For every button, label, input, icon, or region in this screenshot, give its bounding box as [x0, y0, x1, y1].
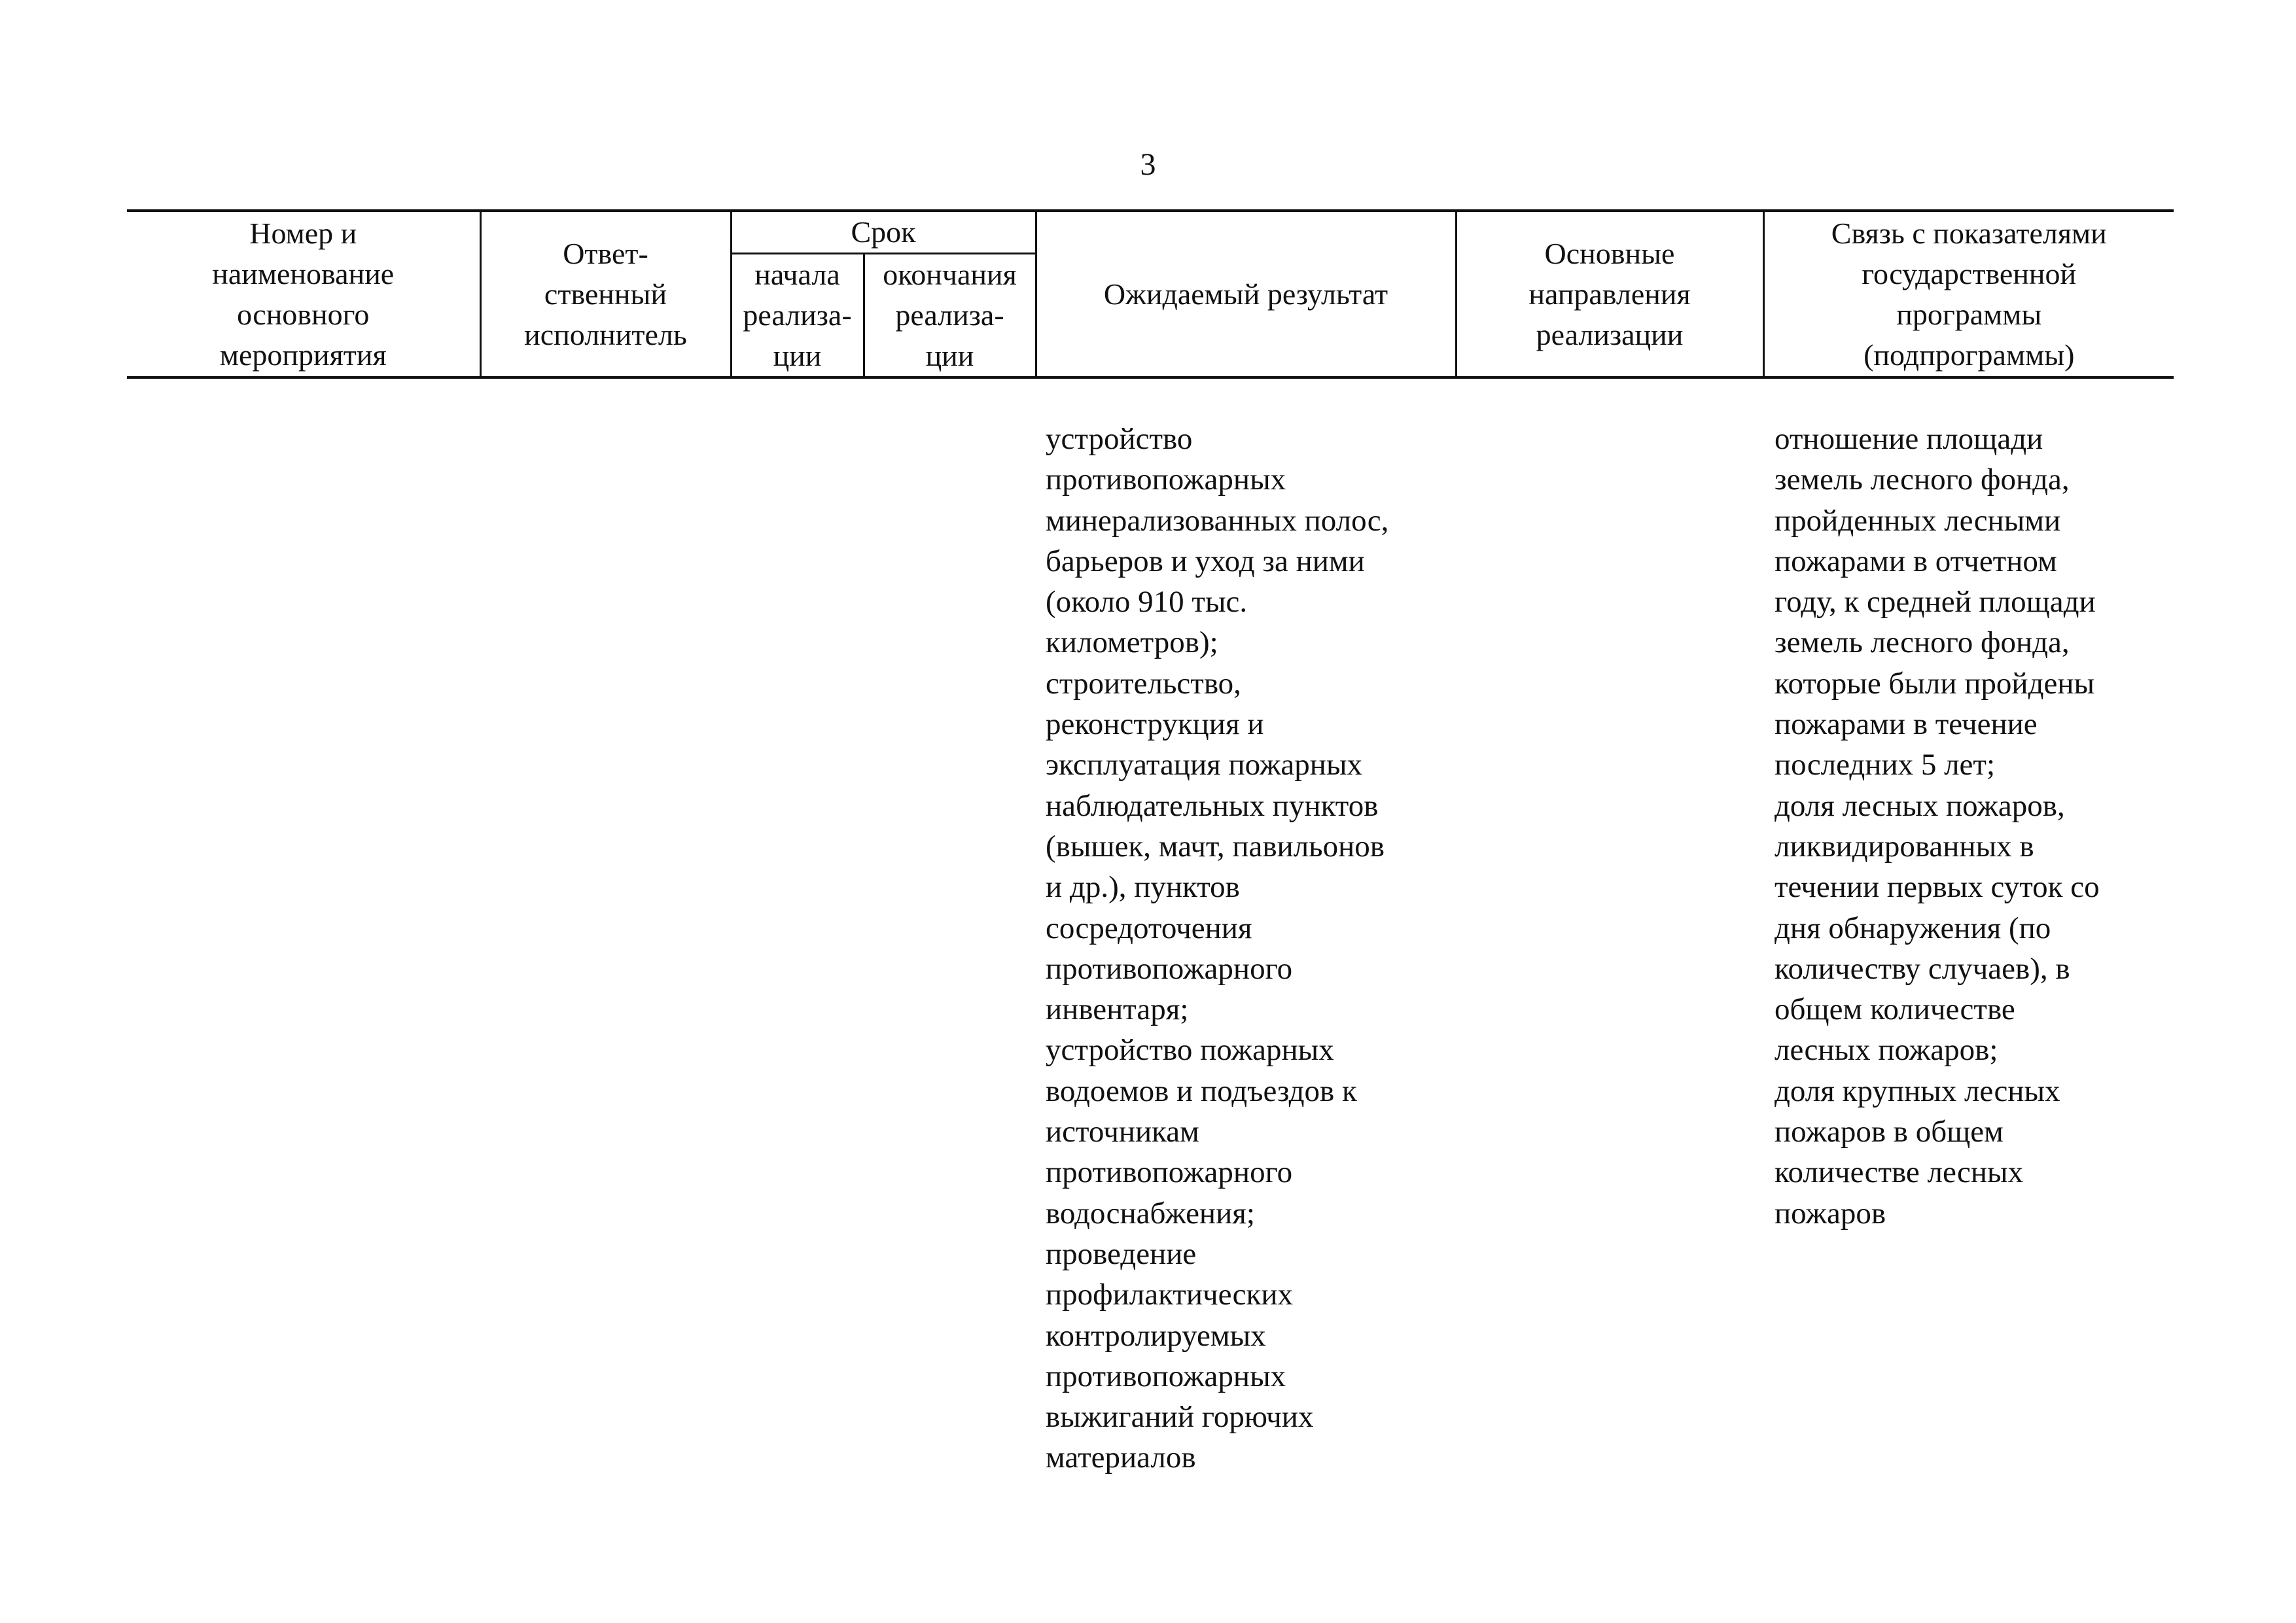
header-period-start: начала реализа- ции — [743, 258, 852, 372]
header-period-cell — [731, 211, 1036, 254]
header-period-end: окончания реализа- ции — [883, 258, 1017, 372]
page-number: 3 — [1140, 147, 1156, 182]
header-directions-cell — [1456, 211, 1763, 377]
header-directions: Основные направления реализации — [1528, 236, 1691, 351]
header-indicators-cell — [1763, 211, 2174, 377]
header-event: Номер и наименование основного мероприятия — [212, 216, 395, 372]
indicators-link-text: отношение площади земель лесного фонда, пройденных лесными пожарами в отчетном году, к средней площади земель лесного фонда, которые были пройдены пожарами в течение последних 5 лет; доля лесных пожаров, ликвидированных в течении первых суток со дня обнаружения (по количеству случаев), в общем количестве лесных пожаров; доля крупных лесных пожаров в общем количестве лесных пожаров — [1775, 422, 2100, 1230]
header-indicators: Связь с показателями государственной программы (подпрограммы) — [1831, 216, 2107, 372]
header-period: Срок — [851, 215, 916, 249]
header-event-cell — [127, 211, 480, 377]
expected-result-text: устройство противопожарных минерализованных полос, барьеров и уход за ними (около 910 тыс. километров); строительство, реконструкция и эксплуатация пожарных наблюдательных пунктов (вышек, мачт, павильонов и др.), пунктов сосредоточения противопожарного инвентаря; устройство пожарных водоемов и подъездов к источникам противопожарного водоснабжения; проведение профилактических контролируемых противопожарных выжиганий горючих материалов — [1046, 422, 1389, 1475]
header-result: Ожидаемый результат — [1103, 277, 1388, 311]
header-executor-cell — [480, 211, 731, 377]
table-header — [127, 209, 2174, 379]
header-result-cell — [1036, 211, 1456, 377]
header-period-end-cell — [864, 254, 1036, 378]
header-period-start-cell — [731, 254, 864, 378]
header-executor: Ответ- ственный исполнитель — [524, 236, 687, 351]
